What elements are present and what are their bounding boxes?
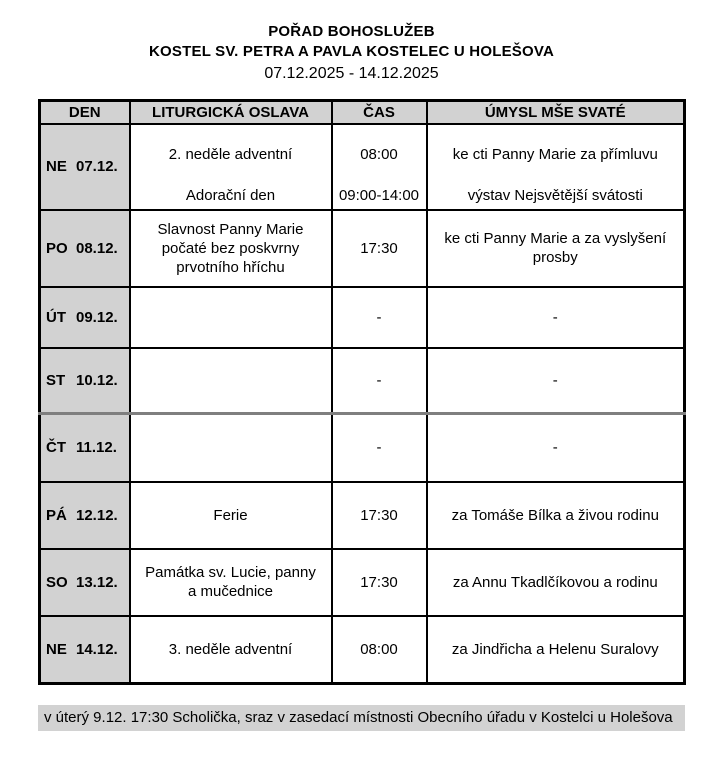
- time-text: 08:00: [360, 146, 398, 163]
- day-date: 12.12.: [76, 506, 118, 524]
- day-cell: [40, 616, 130, 684]
- footer-note: v úterý 9.12. 17:30 Scholička, sraz v zasedací místnosti Obecního úřadu v Kostelci u Holešova: [38, 705, 685, 731]
- day-cell: [40, 414, 130, 482]
- time-cell: -: [332, 348, 427, 414]
- document-header: [0, 0, 703, 85]
- intention-cell: -: [427, 287, 685, 348]
- time-cell: 17:30: [332, 210, 427, 287]
- time-cell: 17:30: [332, 549, 427, 616]
- day-abbrev: PO: [46, 239, 68, 257]
- time-cell: [332, 124, 427, 210]
- celebration-cell: Ferie: [130, 482, 332, 549]
- table-row-so-13-12: [40, 549, 685, 616]
- day-abbrev: NE: [46, 640, 67, 658]
- intention-cell: -: [427, 414, 685, 482]
- day-abbrev: NE: [46, 158, 67, 175]
- table-row-st-10-12: [40, 348, 685, 414]
- day-date: 08.12.: [76, 239, 118, 257]
- church-name: KOSTEL SV. PETRA A PAVLA KOSTELEC U HOLEŠOVA: [149, 43, 554, 60]
- time-cell: -: [332, 287, 427, 348]
- date-range: 07.12.2025 - 14.12.2025: [264, 65, 439, 82]
- celebration-cell: [130, 414, 332, 482]
- intention-cell: -: [427, 348, 685, 414]
- intention-cell: [427, 124, 685, 210]
- intention-cell: za Jindřicha a Helenu Suralovy: [427, 616, 685, 684]
- intention-cell: ke cti Panny Marie a za vyslyšení prosby: [427, 210, 685, 287]
- intention-stack: [434, 125, 678, 207]
- table-row-po-08-12: [40, 210, 685, 287]
- day-abbrev: ČT: [46, 439, 66, 457]
- table-header-row: [40, 101, 685, 124]
- intention-text: ke cti Panny Marie za přímluvu: [452, 146, 658, 163]
- intention-cell: za Annu Tkadlčíkovou a rodinu: [427, 549, 685, 616]
- table-row-ct-11-12: [40, 414, 685, 482]
- time-cell: -: [332, 414, 427, 482]
- day-abbrev: ST: [46, 371, 66, 389]
- celebration-cell: Slavnost Panny Marie počaté bez poskvrny prvotního hříchu: [130, 210, 332, 287]
- day-cell: [40, 124, 130, 210]
- day-date: 14.12.: [76, 640, 118, 658]
- celebration-text: Adorační den: [185, 187, 276, 204]
- celebration-cell: [130, 348, 332, 414]
- intention-text: výstav Nejsvětější svátosti: [467, 187, 643, 204]
- time-text: 09:00-14:00: [338, 187, 420, 204]
- day-cell: [40, 348, 130, 414]
- celebration-text: 2. neděle adventní: [168, 146, 293, 163]
- day-cell: [40, 549, 130, 616]
- schedule-table: [38, 99, 686, 685]
- document-title: POŘAD BOHOSLUŽEB: [268, 23, 435, 40]
- day-cell: [40, 210, 130, 287]
- celebration-cell: [130, 287, 332, 348]
- table-row-ne-07-12: [40, 124, 685, 210]
- col-header-umysl-mse-svate: ÚMYSL MŠE SVATÉ: [427, 101, 685, 124]
- day-abbrev: PÁ: [46, 506, 67, 524]
- celebration-cell: Památka sv. Lucie, panny a mučednice: [130, 549, 332, 616]
- day-abbrev: SO: [46, 573, 68, 591]
- time-cell: 08:00: [332, 616, 427, 684]
- day-date: 10.12.: [76, 371, 118, 389]
- col-header-liturgicka-oslava: LITURGICKÁ OSLAVA: [130, 101, 332, 124]
- day-date: 09.12.: [76, 308, 118, 326]
- day-date: 11.12.: [76, 439, 117, 457]
- day-abbrev: ÚT: [46, 308, 66, 326]
- celebration-stack: [145, 125, 317, 207]
- table-row-pa-12-12: [40, 482, 685, 549]
- table-row-ut-09-12: [40, 287, 685, 348]
- day-date: 07.12.: [76, 158, 118, 175]
- table-row-ne-14-12: [40, 616, 685, 684]
- day-cell: [40, 482, 130, 549]
- day-date: 13.12.: [76, 573, 118, 591]
- col-header-cas: ČAS: [332, 101, 427, 124]
- time-stack: [333, 125, 426, 207]
- celebration-cell: [130, 124, 332, 210]
- col-header-den: DEN: [40, 101, 130, 124]
- day-cell: [40, 287, 130, 348]
- intention-cell: za Tomáše Bílka a živou rodinu: [427, 482, 685, 549]
- time-cell: 17:30: [332, 482, 427, 549]
- celebration-cell: 3. neděle adventní: [130, 616, 332, 684]
